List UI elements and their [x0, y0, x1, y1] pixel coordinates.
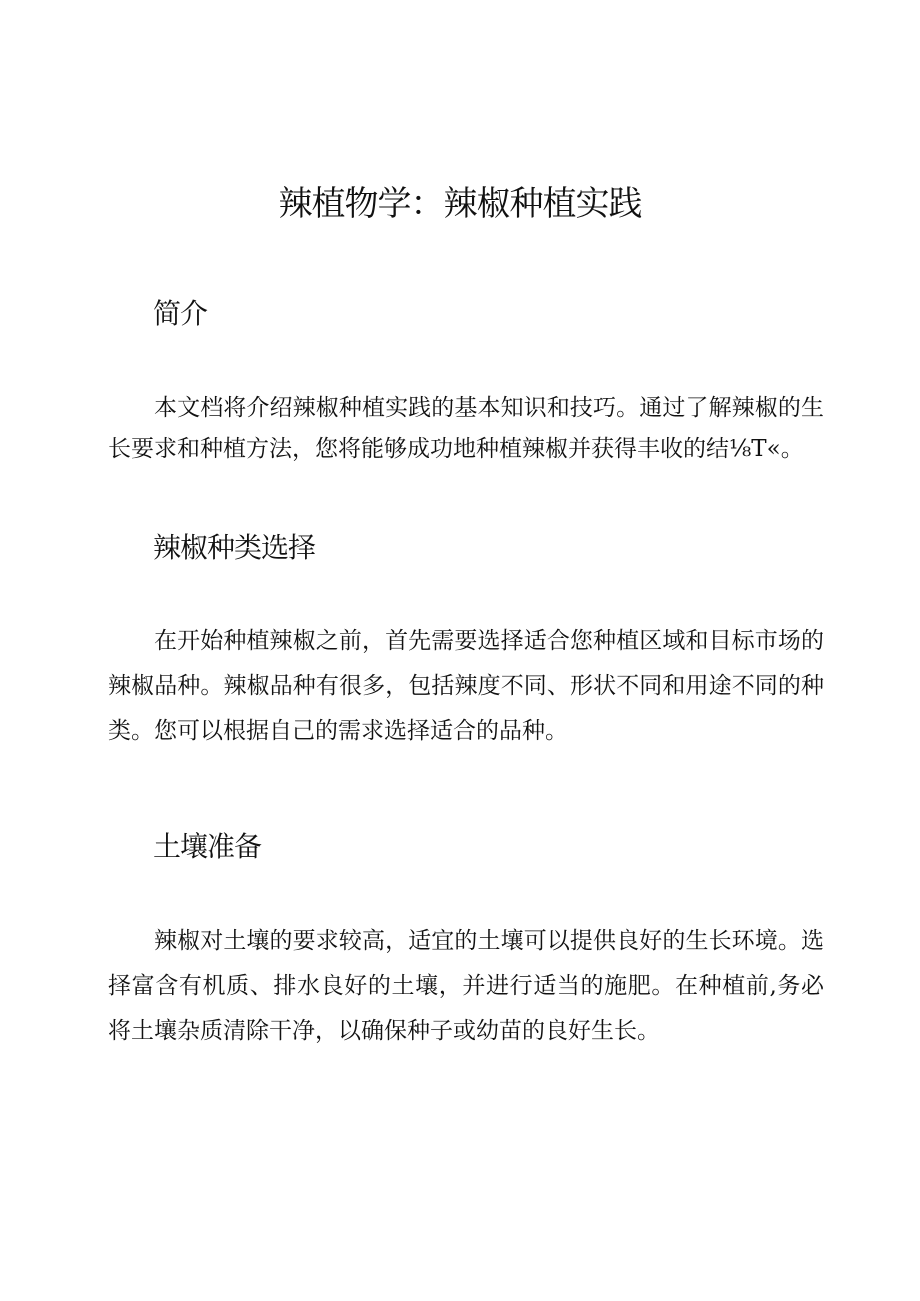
document-title: 辣植物学：辣椒种植实践	[278, 184, 642, 224]
section-body-variety: 在开始种植辣椒之前，首先需要选择适合您种植区域和目标市场的辣椒品种。辣椒品种有很多，包括辣度不同、形状不同和用途不同的种类。您可以根据自己的需求选择适合的品种。	[108, 628, 824, 744]
section-heading-intro: 简介	[153, 297, 208, 330]
section-body-soil: 辣椒对土壤的要求较高，适宜的土壤可以提供良好的生长环境。选择富含有机质、排水良好的土壤，并进行适当的施肥。在种植前,务必将土壤杂质清除干净，以确保种子或幼苗的良好生长。	[108, 928, 824, 1044]
section-heading-variety: 辣椒种类选择	[153, 531, 316, 564]
section-body-intro: 本文档将介绍辣椒种植实践的基本知识和技巧。通过了解辣椒的生长要求和种植方法，您将能够成功地种植辣椒并获得丰收的结⅛T«。	[108, 395, 824, 462]
section-heading-soil: 土壤准备	[153, 830, 262, 863]
